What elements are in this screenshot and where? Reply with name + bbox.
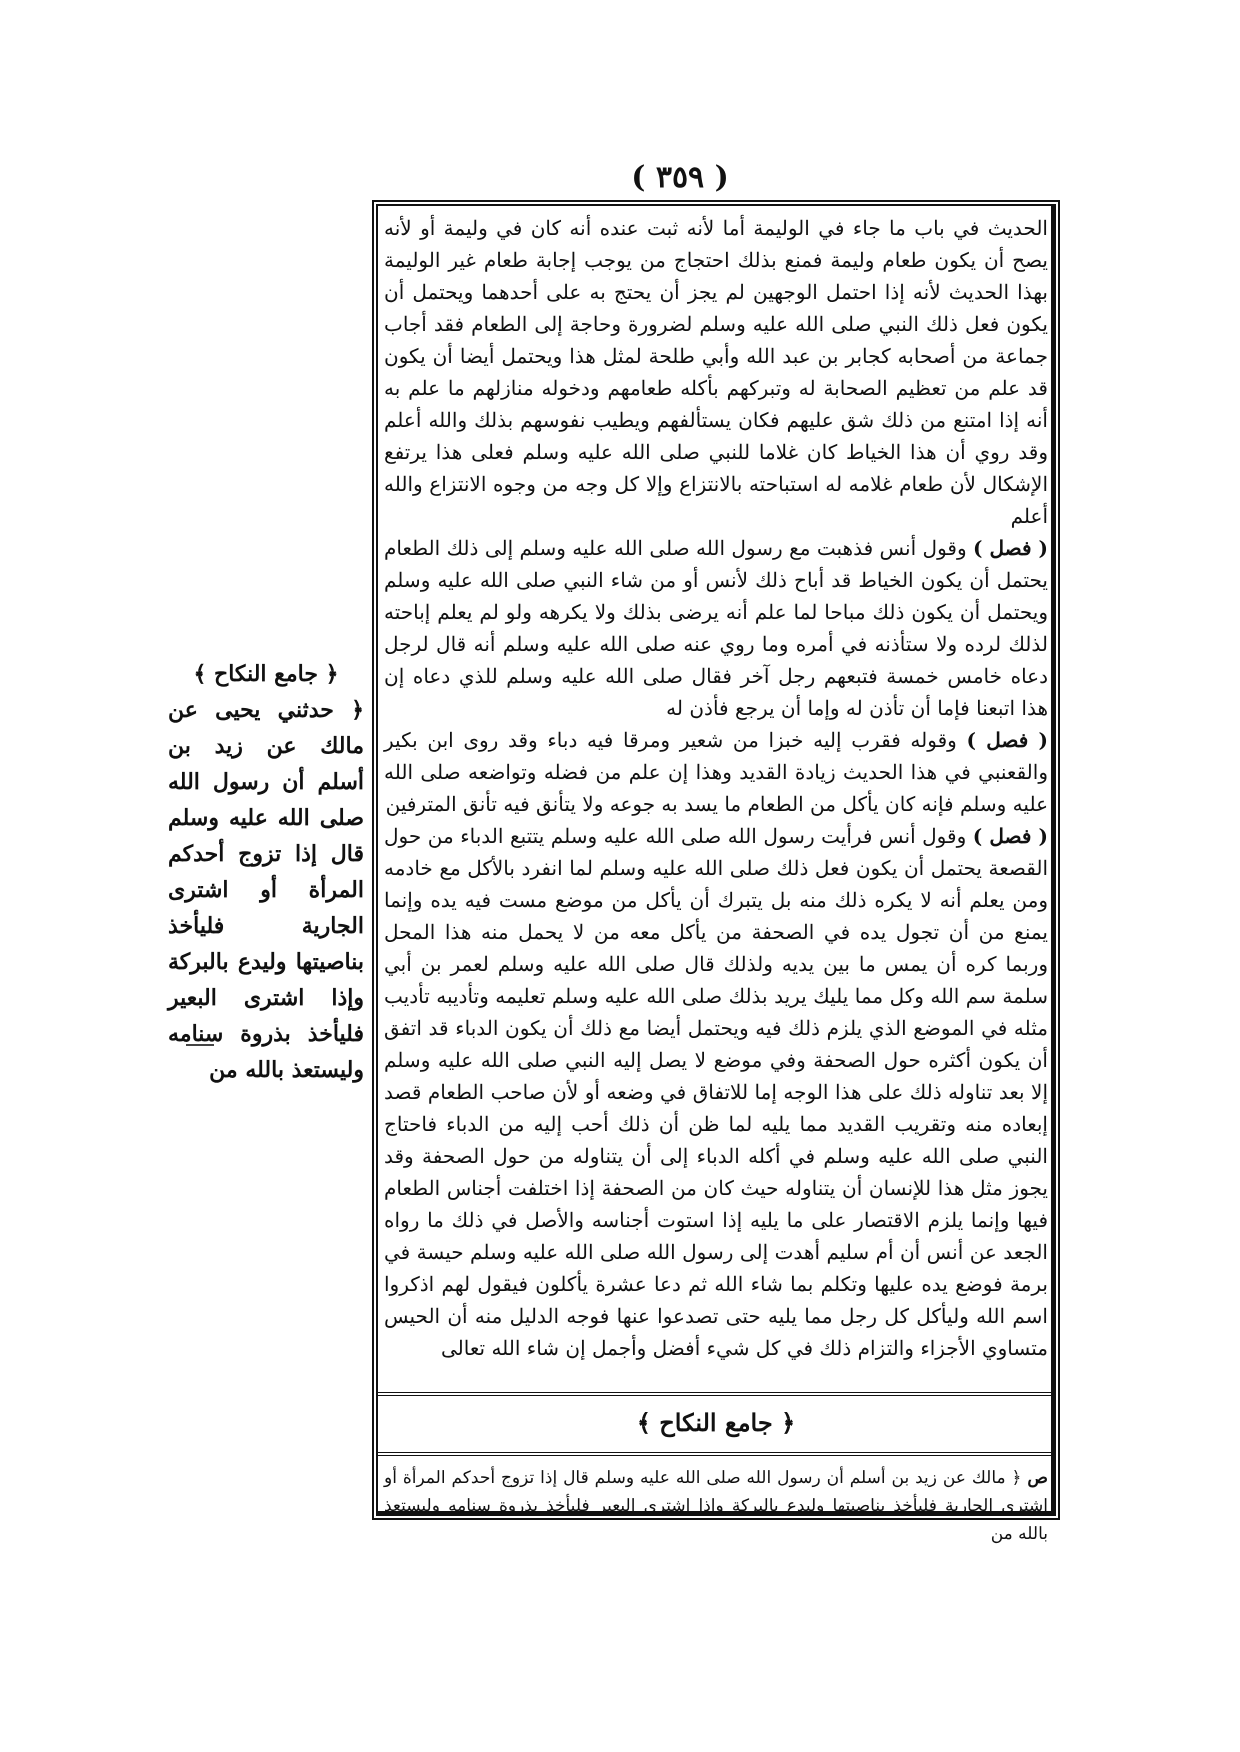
stray-mark — [186, 1044, 214, 1046]
commentary-paragraph — [384, 820, 1048, 1364]
paragraph-text: وقول أنس فرأيت رسول الله صلى الله عليه وسلم يتتبع الدباء من حول القصعة يحتمل أن يكون فعل ذلك صلى الله عليه وسلم لما انفرد بالأكل مع خادمه ومن يعلم أنه لا يكره ذلك منه بل يتبرك أن يأكل من موضع مست فيه يده وإنما يمنع من أن تجول يده في الصحفة من يأكل معه من لا يحمل منه هذا المحل وربما كره أن يمس ما بين يديه ولذلك قال صلى الله عليه وسلم لعمر بن أبي سلمة سم الله وكل مما يليك يريد بذلك صلى الله عليه وسلم تعليمه وتأديبه تأديب مثله في الموضع الذي يلزم ذلك فيه ويحتمل أيضا مع ذلك أن يكون الدباء قد اتفق أن يكون أكثره حول الصحفة وفي موضع لا يصل إليه النبي صلى الله عليه وسلم إلا بعد تناوله ذلك على هذا الوجه إما للاتفاق في وضعه أو لأن صاحب الطعام قصد إبعاده منه وتقريب القديد مما يليه لما ظن أن ذلك أحب إليه من الدباء فاحتاج النبي صلى الله عليه وسلم في أكله الدباء إلى أن يتناوله من حول الصحفة وقد يجوز مثل هذا للإنسان أن يتناوله حيث كان من الصحفة إذا اختلفت أجناس الطعام فيها وإنما يلزم الاقتصار على ما يليه إذا استوت أجناسه والأصل في ذلك ما رواه الجعد عن أنس أن أم سليم أهدت إلى رسول الله صلى الله عليه وسلم حيسة في برمة فوضع يده عليها وتكلم بما شاء الله ثم دعا عشرة يأكلون فيقول لهم اذكروا اسم الله وليأكل كل رجل مما يليه حتى تصدعوا عنها فوجه الدليل منه أن الحيس متساوي الأجزاء والتزام ذلك في كل شيء أفضل وأجمل إن شاء الله تعالى — [384, 824, 1048, 1360]
page-number: ( ٣٥٩ ) — [631, 160, 729, 195]
matn-body: ﴿ مالك عن زيد بن أسلم أن رسول الله صلى الله عليه وسلم قال إذا تزوج أحدكم المرأة أو اشترى الجارية فليأخذ بناصيتها وليدع بالبركة وإذا اشترى البعير فليأخذ بذروة سنامه وليستعذ بالله من — [384, 1468, 1048, 1545]
commentary-paragraph — [384, 212, 1048, 532]
margin-note-text: ﴿ حدثني يحيى عن مالك عن زيد بن أسلم أن رسول الله صلى الله عليه وسلم قال إذا تزوج أحدكم المرأة أو اشترى الجارية فليأخذ بناصيتها وليدع بالبركة وإذا اشترى البعير فليأخذ بذروة سنامه وليستعذ بالله من — [168, 697, 364, 1083]
matn-paragraph — [384, 1464, 1048, 1548]
section-marker: ( فصل ) — [973, 536, 1049, 560]
margin-note — [168, 656, 364, 1088]
margin-note-title: ﴿ جامع النكاح ﴾ — [193, 661, 339, 687]
section-divider-bottom — [378, 1452, 1054, 1456]
commentary-text — [384, 212, 1048, 1364]
section-divider-top — [378, 1392, 1054, 1396]
section-marker: ( فصل ) — [972, 824, 1048, 848]
section-marker: ( فصل ) — [966, 728, 1049, 752]
matn-marker: ص — [1027, 1468, 1048, 1488]
commentary-paragraph — [384, 724, 1048, 820]
paragraph-text: وقوله فقرب إليه خبزا من شعير ومرقا فيه دباء وقد روى ابن بكير والقعنبي في هذا الحديث زيادة القديد وهذا إن علم من فضله وتواضعه صلى الله عليه وسلم فإنه كان يأكل من الطعام ما يسد به جوعه ولا يتأنق فيه تأنق المترفين — [384, 728, 1048, 816]
matn-text — [384, 1464, 1048, 1548]
paragraph-text: الحديث في باب ما جاء في الوليمة أما لأنه ثبت عنده أنه كان في وليمة أو لأنه يصح أن يكون طعام وليمة فمنع بذلك احتجاج من يوجب إجابة طعام غير الوليمة بهذا الحديث لأنه إذا احتمل الوجهين لم يجز أن يحتج به على أحدهما ويحتمل أن يكون فعل ذلك النبي صلى الله عليه وسلم لضرورة وحاجة إلى الطعام فقد أجاب جماعة من أصحابه كجابر بن عبد الله وأبي طلحة لمثل هذا ويحتمل أيضا أن يكون قد علم من تعظيم الصحابة له وتبركهم بأكله طعامهم ودخوله منازلهم ما علم به أنه إذا امتنع من ذلك شق عليهم فكان يستألفهم ويطيب نفوسهم بذلك والله أعلم وقد روي أن هذا الخياط كان غلاما للنبي صلى الله عليه وسلم فعلى هذا يرتفع الإشكال لأن طعام غلامه له استباحته بالانتزاع وإلا كل وجه من وجوه الانتزاع والله أعلم — [384, 216, 1048, 528]
section-title: ﴿ جامع النكاح ﴾ — [636, 1408, 796, 1437]
commentary-paragraph — [384, 532, 1048, 724]
paragraph-text: وقول أنس فذهبت مع رسول الله صلى الله عليه وسلم إلى ذلك الطعام يحتمل أن يكون الخياط قد أباح ذلك لأنس أو من شاء النبي صلى الله عليه وسلم ويحتمل أن يكون ذلك مباحا لما علم أنه يرضى بذلك ولا يكرهه ولو لم يعلم إباحته لذلك لرده ولا ستأذنه في أمره وما روي عنه صلى الله عليه وسلم أنه قال لرجل دعاه خامس خمسة فتبعهم رجل آخر فقال صلى الله عليه وسلم للذي دعاه إن هذا اتبعنا فإما أن تأذن له وإما أن يرجع فأذن له — [384, 536, 1048, 720]
